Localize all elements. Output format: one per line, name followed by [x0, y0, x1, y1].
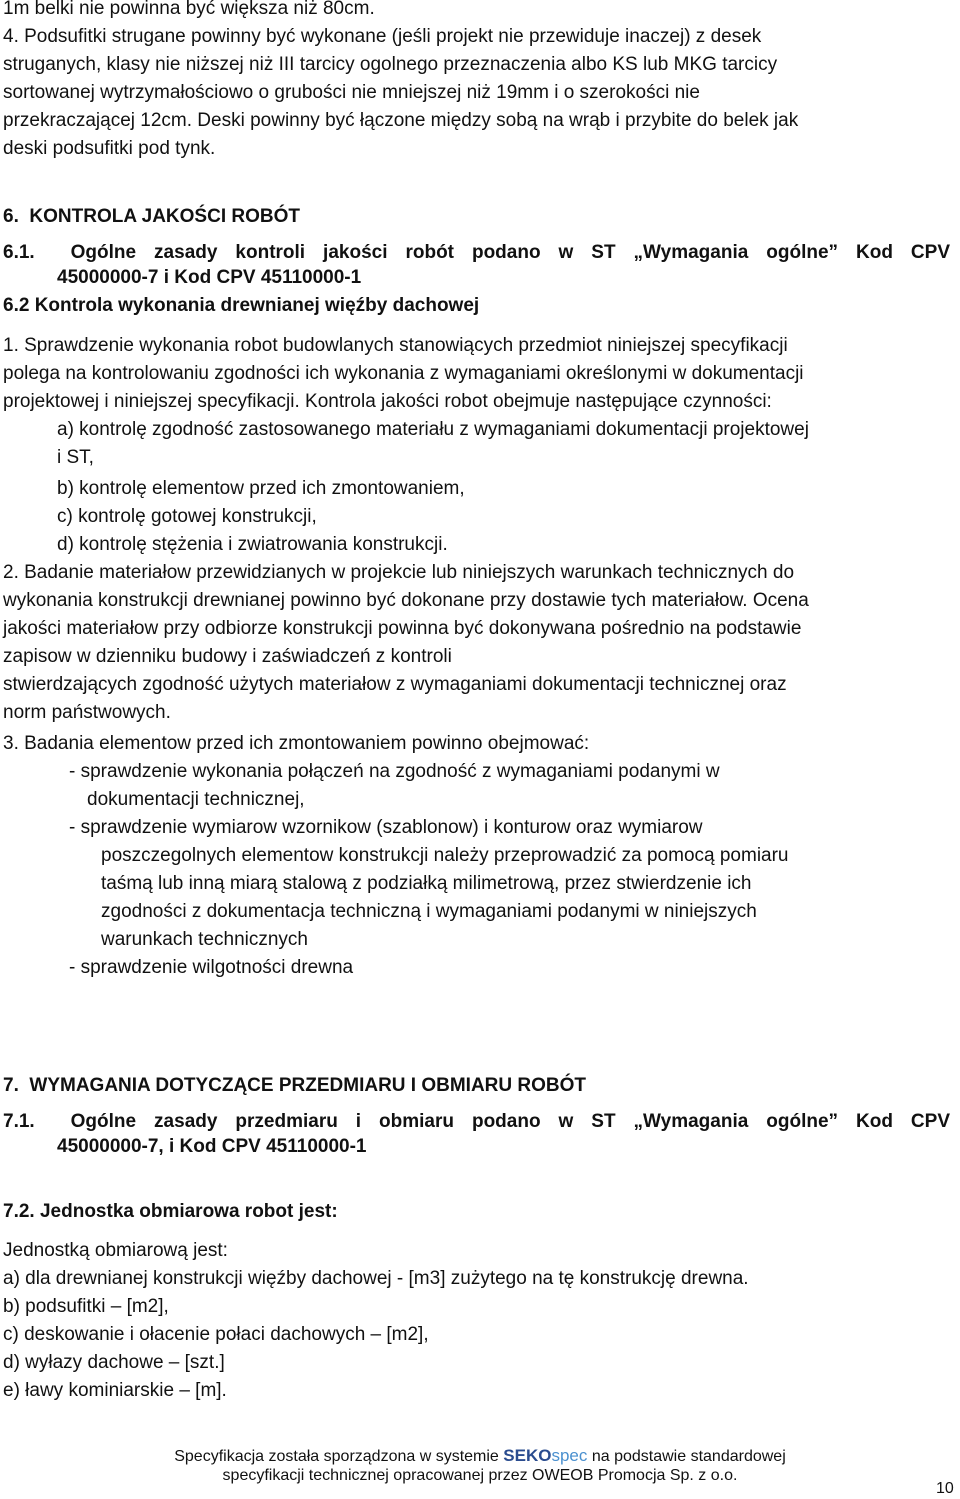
list-item: c) deskowanie i ołacenie połaci dachowych – [m2], [3, 1324, 429, 1345]
list-item: c) kontrolę gotowej konstrukcji, [57, 506, 317, 527]
list-item: poszczegolnych elementow konstrukcji należy przeprowadzić za pomocą pomiaru [101, 845, 789, 866]
text-line: 1. Sprawdzenie wykonania robot budowlanych stanowiących przedmiot niniejszej specyfikacji [3, 335, 788, 356]
footer-text: na podstawie standardowej [591, 1448, 786, 1465]
text-line: 1m belki nie powinna być większa niż 80cm. [3, 0, 375, 19]
sekospec-logo: SEKOspec [503, 1446, 588, 1465]
subsection-heading-6-2: 6.2 Kontrola wykonania drewnianej więźby dachowej [3, 295, 480, 316]
footer-line-2: specyfikacji technicznej opracowanej przez OWEOB Promocja Sp. z o.o. [222, 1467, 738, 1484]
text-line: Jednostką obmiarową jest: [3, 1240, 228, 1261]
list-item: i ST, [57, 447, 94, 468]
section-heading-7: 7. WYMAGANIA DOTYCZĄCE PRZEDMIARU I OBMIARU ROBÓT [3, 1075, 587, 1096]
section-heading-6: 6. KONTROLA JAKOŚCI ROBÓT [3, 206, 300, 227]
list-item: e) ławy kominiarskie – [m]. [3, 1380, 227, 1401]
text-line: norm państwowych. [3, 702, 171, 723]
page-number: 10 [936, 1480, 954, 1497]
list-item: - sprawdzenie wilgotności drewna [69, 957, 354, 978]
text-line: przekraczającej 12cm. Deski powinny być łączone między sobą na wrąb i przybite do belek jak [3, 110, 799, 131]
text-line: stwierdzających zgodność użytych materiałow z wymaganiami dokumentacji technicznej oraz [3, 674, 787, 695]
list-item: d) kontrolę stężenia i zwiatrowania konstrukcji. [57, 534, 448, 555]
text-line: 3. Badania elementow przed ich zmontowaniem powinno obejmować: [3, 733, 590, 754]
text-line: polega na kontrolowaniu zgodności ich wykonania z wymaganiami określonymi w dokumentacji [3, 363, 804, 384]
text-line: wykonania konstrukcji drewnianej powinno być dokonane przy dostawie tych materiałow. Ocena [3, 590, 809, 611]
subsection-heading-7-1: 7.1. Ogólne zasady przedmiaru i obmiaru podano w ST „Wymagania ogólne” Kod CPV [3, 1111, 950, 1132]
text-line: 2. Badanie materiałow przewidzianych w projekcie lub niniejszych warunkach technicznych do [3, 562, 795, 583]
footer-line-1 [0, 1446, 960, 1467]
subsection-heading-6-1-cont: 45000000-7 i Kod CPV 45110000-1 [57, 267, 362, 288]
subsection-heading-6-1: 6.1. Ogólne zasady kontroli jakości robót podano w ST „Wymagania ogólne” Kod CPV [3, 242, 950, 263]
list-item: a) dla drewnianej konstrukcji więźby dachowej - [m3] zużytego na tę konstrukcję drewna. [3, 1268, 749, 1289]
list-item: d) wyłazy dachowe – [szt.] [3, 1352, 225, 1373]
text-line: zapisow w dzienniku budowy i zaświadczeń z kontroli [3, 646, 452, 667]
list-item: dokumentacji technicznej, [87, 789, 305, 810]
subsection-heading-7-1-cont: 45000000-7, i Kod CPV 45110000-1 [57, 1136, 367, 1157]
list-item: b) kontrolę elementow przed ich zmontowaniem, [57, 478, 465, 499]
text-line: sortowanej wytrzymałościowo o grubości nie mniejszej niż 19mm i o szerokości nie [3, 82, 700, 103]
text-line: jakości materiałow przy odbiorze konstrukcji powinna być dokonywana pośrednio na podstawie [3, 618, 802, 639]
text-line: deski podsufitki pod tynk. [3, 138, 216, 159]
list-item: b) podsufitki – [m2], [3, 1296, 169, 1317]
text-line: projektowej i niniejszej specyfikacji. Kontrola jakości robot obejmuje następujące czynności: [3, 391, 772, 412]
subsection-heading-7-2: 7.2. Jednostka obmiarowa robot jest: [3, 1201, 338, 1222]
list-item: a) kontrolę zgodność zastosowanego materiału z wymaganiami dokumentacji projektowej [57, 419, 809, 440]
text-line: struganych, klasy nie niższej niż III tarcicy ogolnego przeznaczenia albo KS lub MKG tarcicy [3, 54, 778, 75]
list-item: - sprawdzenie wymiarow wzornikow (szablonow) i konturow oraz wymiarow [69, 817, 703, 838]
list-item: warunkach technicznych [101, 929, 308, 950]
list-item: - sprawdzenie wykonania połączeń na zgodność z wymaganiami podanymi w [69, 761, 720, 782]
list-item: zgodności z dokumentacja techniczną i wymaganiami podanymi w niniejszych [101, 901, 757, 922]
text-line: 4. Podsufitki strugane powinny być wykonane (jeśli projekt nie przewiduje inaczej) z desek [3, 26, 762, 47]
list-item: taśmą lub inną miarą stalową z podziałką milimetrową, przez stwierdzenie ich [101, 873, 752, 894]
footer-text: Specyfikacja została sporządzona w systemie [174, 1448, 499, 1465]
